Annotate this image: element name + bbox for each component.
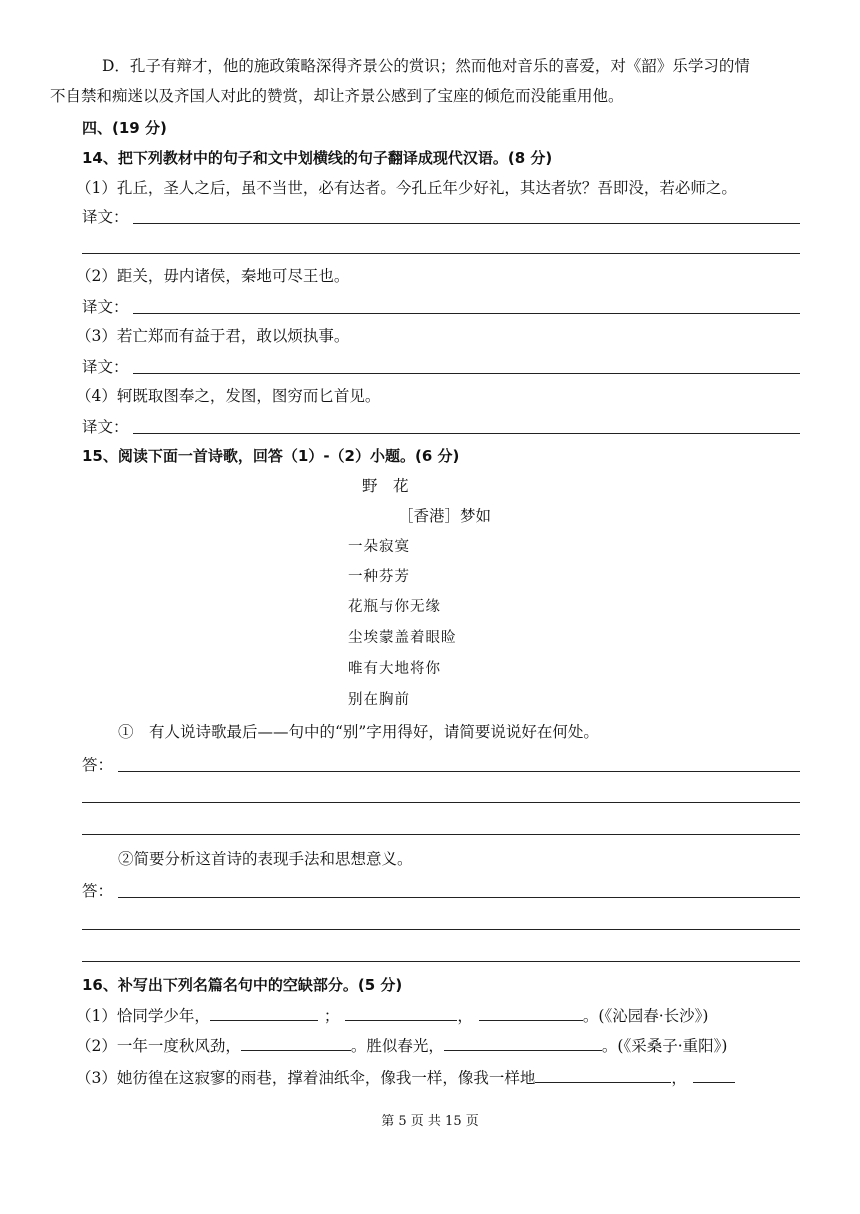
answer-line[interactable]	[133, 223, 800, 224]
q14-answer-label-3: 译文：	[82, 358, 129, 376]
q16-line3-comma: ，	[671, 1069, 687, 1087]
fill-blank[interactable]	[241, 1034, 351, 1051]
q14-answer-label-1: 译文：	[82, 208, 129, 226]
answer-line[interactable]	[82, 802, 800, 803]
fill-blank[interactable]	[210, 1004, 318, 1021]
q15-answer-label-2: 答：	[82, 882, 114, 900]
q14-item-4: （4）轲既取图奉之，发图，图穷而匕首见。	[76, 387, 381, 405]
q16-title: 16、补写出下列名篇名句中的空缺部分。(5 分)	[82, 976, 403, 994]
q16-line1-source: 。(《沁园春·长沙》)	[582, 1007, 709, 1025]
q16-line1-text: （1）恰同学少年，	[76, 1007, 210, 1025]
fill-blank[interactable]	[444, 1034, 602, 1051]
poem-line: 一朵寂寞	[348, 539, 410, 555]
q16-line1-sep: ；	[323, 1007, 340, 1025]
q14-item-3: （3）若亡郑而有益于君，敢以烦执事。	[76, 327, 350, 345]
section-heading: 四、(19 分)	[82, 119, 167, 137]
q16-line2-source: 。(《采桑子·重阳》)	[601, 1037, 728, 1055]
q16-line2-text: （2）一年一度秋风劲，	[76, 1037, 241, 1055]
page-number: 第 5 页 共 15 页	[381, 1114, 479, 1129]
fill-blank[interactable]	[345, 1004, 457, 1021]
q14-answer-label-2: 译文：	[82, 298, 129, 316]
answer-line[interactable]	[118, 897, 800, 898]
fill-blank[interactable]	[479, 1004, 583, 1021]
poem-line: 花瓶与你无缘	[348, 599, 441, 615]
answer-line[interactable]	[82, 834, 800, 835]
option-d-line1: D．孔子有辩才，他的施政策略深得齐景公的赏识；然而他对音乐的喜爱，对《韶》乐学习的情	[102, 57, 750, 75]
q15-sub1: ① 有人说诗歌最后——句中的“别”字用得好，请简要说说好在何处。	[118, 723, 599, 741]
poem-line: 一种芬芳	[348, 569, 410, 585]
q14-title: 14、把下列教材中的句子和文中划横线的句子翻译成现代汉语。(8 分)	[82, 149, 553, 167]
q14-item-1: （1）孔丘，圣人之后，虽不当世，必有达者。今孔丘年少好礼，其达者欤？吾即没，若必师之。	[76, 179, 737, 197]
answer-line[interactable]	[82, 961, 800, 962]
q16-line-2	[76, 1034, 727, 1056]
q16-line-1	[76, 1004, 708, 1026]
q16-line-3	[76, 1066, 735, 1088]
answer-line[interactable]	[133, 313, 800, 314]
answer-line[interactable]	[118, 771, 800, 772]
fill-blank[interactable]	[535, 1066, 671, 1083]
poem-line: 尘埃蒙盖着眼睑	[348, 630, 457, 646]
poem-line: 别在胸前	[348, 692, 410, 708]
q14-item-2: （2）距关，毋内诸侯，秦地可尽王也。	[76, 267, 350, 285]
fill-blank[interactable]	[693, 1066, 735, 1083]
q16-line3-text: （3）她彷徨在这寂寥的雨巷，撑着油纸伞，像我一样，像我一样地	[76, 1069, 536, 1087]
poem-title: 野 花	[362, 477, 409, 495]
q15-sub2: ②简要分析这首诗的表现手法和思想意义。	[118, 850, 413, 868]
poem-line: 唯有大地将你	[348, 661, 441, 677]
answer-line[interactable]	[82, 929, 800, 930]
q16-line2-mid: 。胜似春光，	[350, 1037, 444, 1055]
answer-line[interactable]	[133, 433, 800, 434]
answer-line[interactable]	[82, 253, 800, 254]
poem-author: ［香港］梦如	[398, 507, 492, 525]
q14-answer-label-4: 译文：	[82, 418, 129, 436]
answer-line[interactable]	[133, 373, 800, 374]
option-d-line2: 不自禁和痴迷以及齐国人对此的赞赏，却让齐景公感到了宝座的倾危而没能重用他。	[50, 87, 624, 105]
q15-title: 15、阅读下面一首诗歌，回答（1）-（2）小题。(6 分)	[82, 447, 460, 465]
q15-answer-label-1: 答：	[82, 756, 114, 774]
q16-line1-comma: ，	[457, 1007, 473, 1025]
